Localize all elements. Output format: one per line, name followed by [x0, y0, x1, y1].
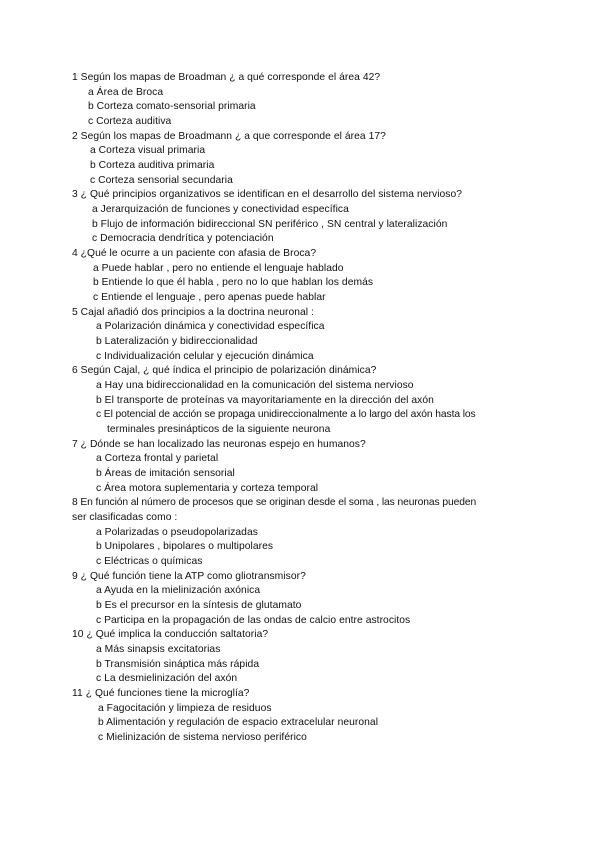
- q10-option-c: c La desmielinización del axón: [96, 673, 238, 684]
- q9-option-b: b Es el precursor en la síntesis de glutamato: [96, 600, 302, 611]
- q2-option-b: b Corteza auditiva primaria: [90, 160, 215, 171]
- question-9: 9 ¿ Qué función tiene la ATP como gliotransmisor?: [72, 571, 306, 582]
- question-11: 11 ¿ Qué funciones tiene la microglía?: [72, 688, 250, 699]
- q11-option-c: c Mielinización de sistema nervioso periférico: [98, 732, 307, 743]
- q7-option-c: c Área motora suplementaria y corteza temporal: [96, 483, 319, 494]
- question-7: 7 ¿ Dónde se han localizado las neuronas espejo en humanos?: [72, 439, 366, 450]
- q8-option-c: c Eléctricas o químicas: [96, 556, 203, 567]
- q7-option-b: b Áreas de imitación sensorial: [96, 468, 235, 479]
- q10-option-b: b Transmisión sináptica más rápida: [96, 659, 260, 670]
- q3-option-c: c Democracia dendrítica y potenciación: [92, 233, 274, 244]
- question-8-continuation: ser clasificadas como :: [72, 512, 178, 523]
- q8-option-b: b Unipolares , bipolares o multipolares: [96, 541, 274, 552]
- q1-option-c: c Corteza auditiva: [88, 116, 172, 127]
- q6-option-b: b El transporte de proteínas va mayoritariamente en la dirección del axón: [96, 395, 434, 406]
- q11-option-a: a Fagocitación y limpieza de residuos: [98, 703, 272, 714]
- question-10: 10 ¿ Qué implica la conducción saltatoria?: [72, 629, 269, 640]
- q3-option-a: a Jerarquización de funciones y conectividad específica: [92, 204, 349, 215]
- q7-option-a: a Corteza frontal y parietal: [96, 453, 219, 464]
- q5-option-c: c Individualización celular y ejecución dinámica: [96, 351, 314, 362]
- question-4: 4 ¿Qué le ocurre a un paciente con afasia de Broca?: [72, 248, 317, 259]
- q4-option-b: b Entiende lo que él habla , pero no lo que hablan los demás: [93, 277, 374, 288]
- q9-option-c: c Participa en la propagación de las ondas de calcio entre astrocitos: [96, 615, 411, 626]
- q1-option-a: a Área de Broca: [88, 87, 164, 98]
- q5-option-a: a Polarización dinámica y conectividad específica: [96, 321, 325, 332]
- q5-option-b: b Lateralización y bidireccionalidad: [96, 336, 258, 347]
- q6-option-c-continuation: terminales presinápticos de la siguiente neurona: [107, 424, 331, 435]
- question-8: 8 En función al número de procesos que se originan desde el soma , las neuronas pueden: [72, 497, 477, 508]
- q2-option-a: a Corteza visual primaria: [90, 145, 206, 156]
- q2-option-c: c Corteza sensorial secundaria: [90, 175, 233, 186]
- q11-option-b: b Alimentación y regulación de espacio extracelular neuronal: [98, 717, 379, 728]
- question-6: 6 Según Cajal, ¿ qué índica el principio de polarización dinámica?: [72, 365, 377, 376]
- q9-option-a: a Ayuda en la mielinización axónica: [96, 585, 261, 596]
- q1-option-b: b Corteza comato-sensorial primaria: [88, 101, 256, 112]
- q4-option-a: a Puede hablar , pero no entiende el lenguaje hablado: [93, 263, 344, 274]
- question-2: 2 Según los mapas de Broadmann ¿ a que corresponde el área 17?: [72, 131, 386, 142]
- q8-option-a: a Polarizadas o pseudopolarizadas: [96, 527, 258, 538]
- q6-option-c: c El potencial de acción se propaga unidireccionalmente a lo largo del axón hasta los: [96, 409, 476, 420]
- question-1: 1 Según los mapas de Broadman ¿ a qué corresponde el área 42?: [72, 72, 381, 83]
- q10-option-a: a Más sinapsis excitatorias: [96, 644, 221, 655]
- q6-option-a: a Hay una bidireccionalidad en la comunicación del sistema nervioso: [96, 380, 414, 391]
- q3-option-b: b Flujo de información bidireccional SN periférico , SN central y lateralización: [92, 219, 448, 230]
- question-3: 3 ¿ Qué principios organizativos se identifican en el desarrollo del sistema nervioso?: [72, 189, 463, 200]
- q4-option-c: c Entiende el lenguaje , pero apenas puede hablar: [93, 292, 326, 303]
- question-5: 5 Cajal añadió dos principios a la doctrina neuronal :: [72, 307, 314, 318]
